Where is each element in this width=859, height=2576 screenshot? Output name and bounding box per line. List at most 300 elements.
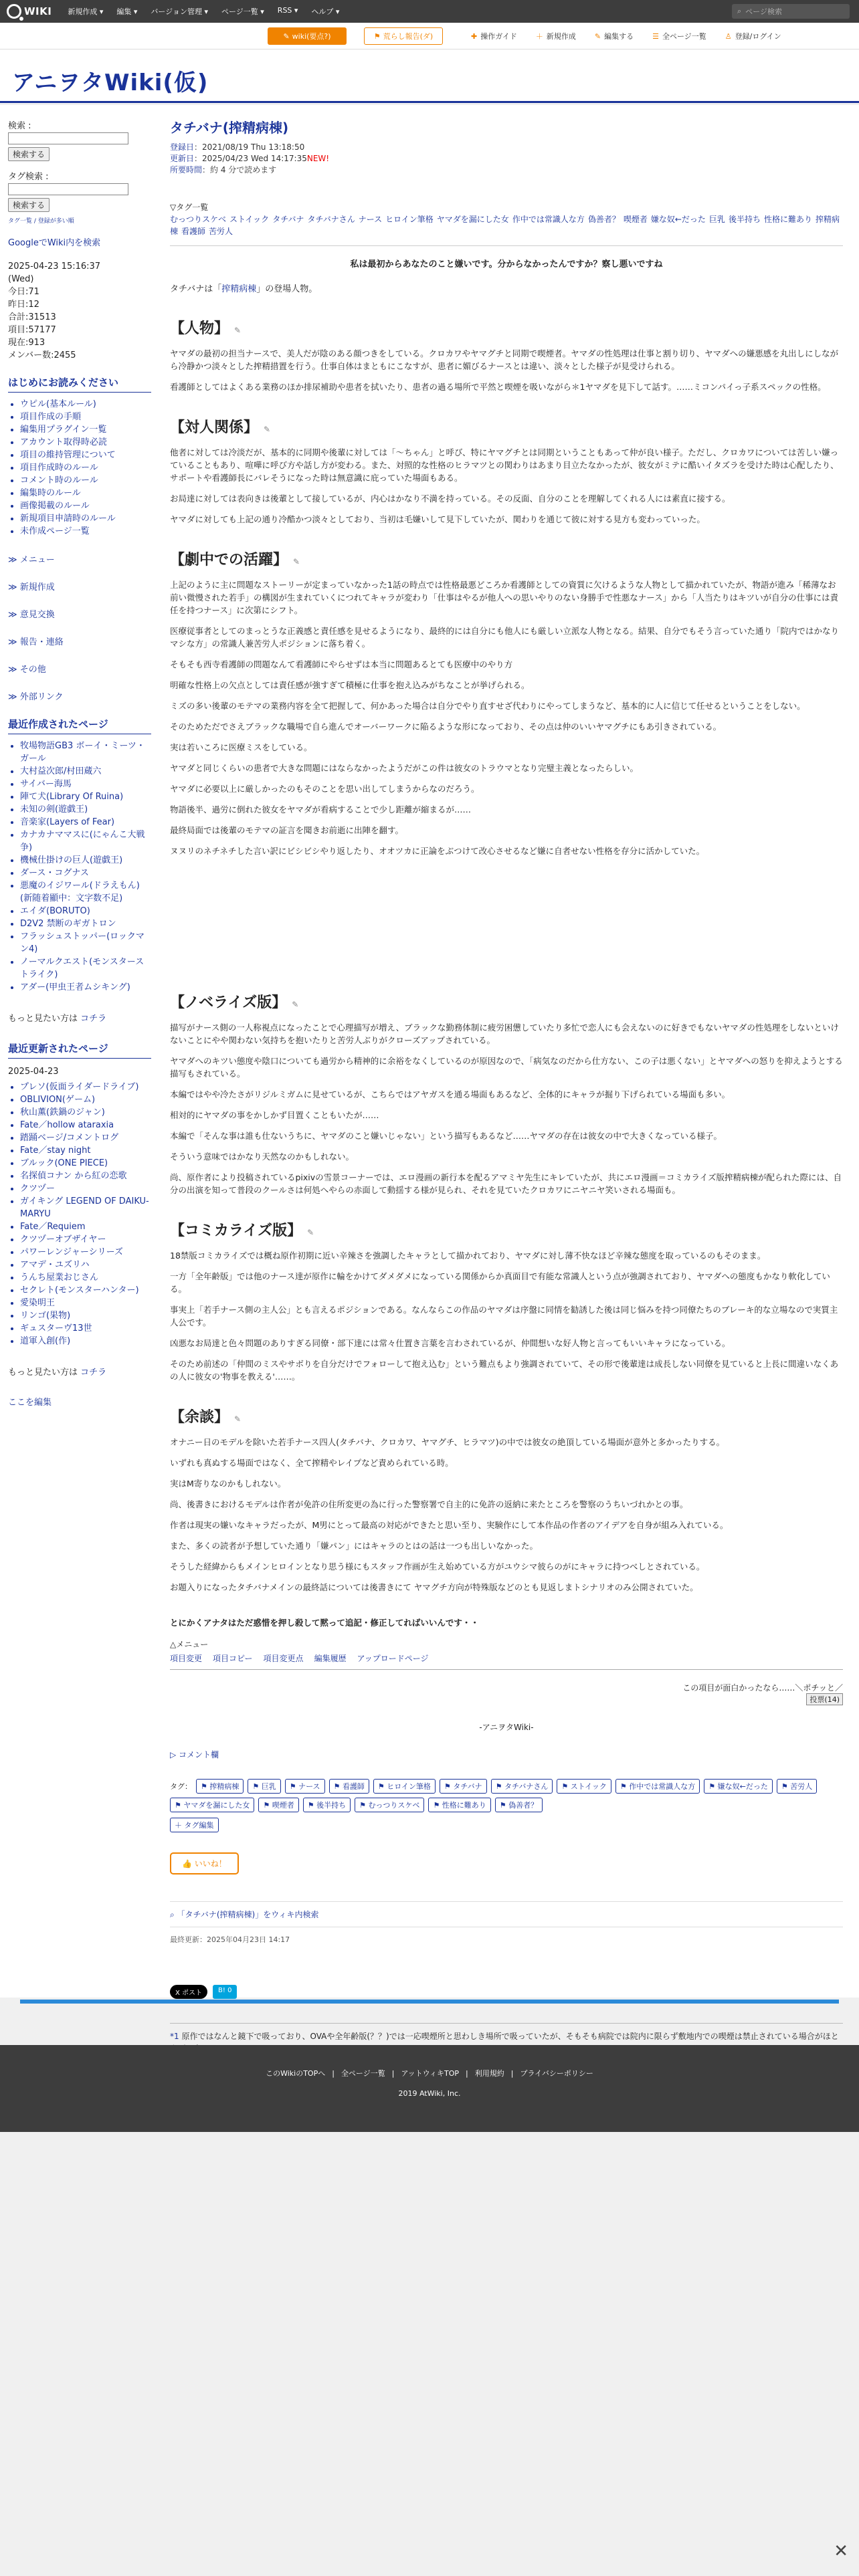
updated-page-link[interactable]: • クツヅー <box>20 1182 151 1195</box>
tag-chip[interactable] <box>355 1798 424 1812</box>
recent-updated-heading: 最近更新されたページ <box>8 1041 151 1059</box>
updated-page-link[interactable]: • 道軍入創(作) <box>20 1335 151 1348</box>
action-icon: ＋ <box>535 32 543 41</box>
top-menu-item[interactable]: ページ一覧 ▾ <box>221 7 264 16</box>
action-bar <box>0 23 859 49</box>
updated-page-link[interactable]: • セクレト(モンスターハンター) <box>20 1284 151 1297</box>
wiki-header <box>0 49 859 103</box>
paragraph: 作者は現実の嫌いなキャラだったが、M男にとって最高の対応ができたと思い至り、実験作にして本作品の作者のアイデアを自身が組み入れている。 <box>170 1520 729 1530</box>
footer-link[interactable]: このWikiのTOPへ <box>266 2069 326 2078</box>
tag-link[interactable]: ヒロイン筆格 <box>385 215 434 224</box>
paragraph: 相対的にヤマダの事をかしかず目置くこともいたが…… <box>170 1110 379 1120</box>
edit-section-icon[interactable]: ✎ <box>234 1414 242 1424</box>
tag-chip[interactable] <box>258 1798 298 1812</box>
copyright: 2019 AtWiki, Inc. <box>398 2089 461 2098</box>
section-story <box>170 548 843 857</box>
wiki-search-label: 「タチバナ(搾精病棟)」をウィキ内検索 <box>177 1910 319 1919</box>
recent-page-link[interactable]: • アダー(甲虫王者ムシキング) <box>20 981 151 994</box>
heading-misc-text: 【余談】 <box>170 1409 229 1426</box>
footnote-mark[interactable]: *1 <box>170 2032 179 2041</box>
tag-link[interactable]: 性格に難あり <box>763 215 812 224</box>
stat-line: 現在:913 <box>8 338 45 348</box>
updated-page-link[interactable]: • 踏踊ベージ/コメントログ <box>20 1132 151 1144</box>
x-post-button[interactable]: X ポスト <box>170 1985 207 1999</box>
stat-line: メンバー数:2455 <box>8 350 76 360</box>
report-label: 荒らし報告(ダ) <box>383 32 434 41</box>
search-icon: ⌕ <box>737 7 742 15</box>
updated-page-link[interactable]: • ブルック(ONE PIECE) <box>20 1157 151 1170</box>
recent-page-link[interactable]: • エイダ(BORUTO) <box>20 905 151 918</box>
paragraph: そのためただでさえブラックな職場で自ら進んでオーバーワークに陥るような形になっており、その点は仲のいいヤマグチにもあ引きされている。 <box>170 722 722 732</box>
tag-chip-label: タチバナさん <box>504 1782 549 1791</box>
tag-chip[interactable] <box>285 1779 325 1794</box>
paragraph: 医療従事者としてのまっとうな正義感と責任感を見せるようになり、最終的には自分にも他人にも厳しい立派な人物となる。結果、自分でもそう言っていた通り「院内ではかなりマシな方」の常識人兼苦労人ポジションに落ち着く。 <box>170 626 840 649</box>
tag-chip[interactable] <box>440 1779 487 1794</box>
action-link[interactable] <box>652 31 706 41</box>
sidebar-item[interactable]: • 項目の維持管理について <box>20 449 151 461</box>
main-content <box>159 105 859 2041</box>
tag-icon: ⚑ <box>499 1801 509 1810</box>
paragraph: 事実上「若手ナース側の主人公」とも言えるポジションである。なんならこの作品のヤマダは序盤に同情を勧誘した後は同じ悩みを持つ同僚たちのブレーキ的な立場なので実質主人公です。 <box>170 1305 838 1327</box>
tag-link[interactable]: むっつりスケベ <box>170 215 227 224</box>
story-paragraphs <box>170 578 843 857</box>
closing-line: とにかくアナタはただ惑惜を押し殺して黙って追記・修正してればいいんです・・ <box>170 1618 479 1628</box>
registered-label: 登録日 <box>170 142 195 152</box>
footnote-text: 原作ではなんと鏡下で吸っており、OVAや全年齢版(？？)では一応喫煙所と思わしき場所で吸っていたが、そもそも病院では院内に限らず敷地内での喫煙は禁止されている場合がほと <box>181 2032 839 2041</box>
misc-paragraphs <box>170 1436 843 1594</box>
wiki-search-link[interactable] <box>170 1901 843 1927</box>
tag-link[interactable]: 巨乳 <box>708 215 725 224</box>
paragraph: ミズの多い後輩のモテマの業務内容を全て把握して、何かあった場合は自分でやり直すせざ代わりにやってしまうなど、基本的に人に信じて任せるということをしない。 <box>170 701 805 711</box>
heading-person-text: 【人物】 <box>170 320 229 337</box>
paragraph: いずれも真ぬする場面ではなく、全て搾精やレイプなど責められている時。 <box>170 1458 454 1468</box>
sidebar-section-link[interactable]: ≫ 意見交換 <box>8 607 151 620</box>
recent-page-link[interactable]: • 大村益次郎/村田蔵六 <box>20 765 151 778</box>
heading-person <box>170 317 843 338</box>
sidebar-section-link[interactable]: ≫ 新規作成 <box>8 580 151 593</box>
recent-page-link[interactable]: • ダース・コグナス <box>20 867 151 879</box>
tag-chip[interactable] <box>170 1798 254 1812</box>
recent-page-link[interactable]: • D2V2 禁断のギガトロン <box>20 918 151 930</box>
section-misc <box>170 1406 843 1594</box>
paragraph: 実は若いころに医療ミスをしている。 <box>170 742 312 752</box>
sidebar-section-link[interactable]: ≫ メニュー <box>8 552 151 565</box>
page-title: タチバナ(搾精病棟) <box>170 120 289 136</box>
action-links <box>471 23 781 49</box>
paragraph: 凶悪なお局達と色々問題のありすぎる同僚・部下達には常々仕置き言葉を言わされているが、仲間想いな好人物と言ってもいいキャラになっている。 <box>170 1338 731 1348</box>
menu-toggle[interactable]: △メニュー <box>170 1640 209 1649</box>
sidebar-item[interactable]: • 未作成ページ一覧 <box>20 525 151 538</box>
tag-search-button[interactable]: 検索する <box>8 198 50 212</box>
new-badge: NEW! <box>306 154 330 163</box>
tag-chip-label: 搾精病棟 <box>209 1782 240 1791</box>
heading-misc <box>170 1406 843 1426</box>
paragraph: ヤマダに対しても上記の通り冷酷かつ淡々としており、当初は毛嫌いして見下していたが、関わりを通じて彼に対する見方も変わっていった。 <box>170 514 705 524</box>
tag-link[interactable]: タチバナ <box>272 215 304 224</box>
tag-chip[interactable] <box>777 1779 817 1794</box>
action-icon: ✚ <box>471 32 478 41</box>
comment-toggle[interactable]: ▷ コメント欄 <box>170 1750 219 1759</box>
page-lead <box>170 282 843 294</box>
action-link[interactable] <box>536 31 576 41</box>
paragraph: 本編で「そんな事は誰も仕ないうちに、ヤマダのこと嫌いじゃない」という描写もあるなど……ヤマダの存在は彼女の中で大きくなっている様子。 <box>170 1131 723 1141</box>
paragraph: 明確な性格上の欠点としては責任感が強すぎて積極に仕事を抱え込みがちなことが挙げられる。 <box>170 680 530 690</box>
top-bar <box>0 0 859 23</box>
page-meta <box>170 142 843 176</box>
action-icon: ✎ <box>594 32 601 41</box>
atwiki-logo[interactable] <box>7 4 52 19</box>
edit-section-icon[interactable]: ✎ <box>293 557 300 566</box>
footer-link[interactable]: 利用規約 <box>474 2069 504 2078</box>
recent-page-link[interactable]: • 悪魔のイジワール(ドラえもん)(新随着顯中：文字数不足) <box>20 879 151 905</box>
paragraph: お局達に対しては表向きは後輩として接しているが、内心はかなり不満を持っている。その反面、自分のことを理解してくれる人には素直に接する。 <box>170 494 731 504</box>
recent-page-link[interactable]: • 未知の剣(遊戯王) <box>20 803 151 816</box>
page-nav-link[interactable]: 項目コピー <box>213 1654 253 1663</box>
page-nav-link[interactable]: 項目変更 <box>170 1654 203 1663</box>
updated-page-link[interactable]: • OBLIVION(ゲーム) <box>20 1093 151 1106</box>
edit-section-icon[interactable]: ✎ <box>234 326 242 335</box>
wiki-title[interactable]: アニヲタWiki(仮) <box>12 70 209 96</box>
section-person <box>170 317 843 393</box>
paragraph: ヤマダへのキツい態度や陰口についても過労から精神的に余裕をなくしているのが原因なので、「病気なのだから仕方ない、この子は悪くない」とヤマダへの怒りを抑えようとする描写もされている。 <box>170 1056 843 1079</box>
sidebar-search-input[interactable] <box>8 132 128 144</box>
action-link[interactable] <box>595 31 634 41</box>
beginner-list <box>8 398 151 538</box>
like-label: いいね！ <box>194 1859 227 1868</box>
tag-link[interactable]: 作中では常識人な方 <box>512 215 585 224</box>
person-paragraphs <box>170 347 843 393</box>
paragraph: ヤマダと同じくらいの患者で大きな問題にはならなかったようだがこの件は彼女のトラウマとなり完璧主義となったらしい。 <box>170 763 639 773</box>
action-link[interactable] <box>471 31 517 41</box>
tag-chip-label: ナース <box>298 1782 320 1791</box>
heading-comic-text: 【コミカライズ版】 <box>170 1222 302 1239</box>
heading-novel-text: 【ノベライズ版】 <box>170 994 287 1011</box>
recent-page-link[interactable]: • 陣て犬(Library Of Ruina) <box>20 790 151 803</box>
sidebar-search-button[interactable]: 検索する <box>8 147 50 161</box>
action-link-label: 新規作成 <box>546 32 576 41</box>
sidebar-sections <box>8 552 151 702</box>
tag-chip[interactable] <box>491 1779 553 1794</box>
stat-line: 今日:71 <box>8 287 39 297</box>
page-nav-links <box>170 1652 843 1664</box>
top-menu <box>68 6 339 17</box>
paragraph: 上記のように主に問題なストーリーが定まっていなかった1話の時点では性格最悪どころか看護師としての資質に欠けるような人物として描かれていたが、物語が進み「稀薄なお前い微慢された若手」の構図が生まれていくにつれてキャラが変わり「仕事はやるが他人への思いやりのない身勝手で性悪なナース」から「人当たりはキツいが自分の仕事には責任を持つナース」に次第にシフト。 <box>170 580 839 615</box>
edit-section-icon[interactable]: ✎ <box>292 1000 299 1009</box>
tag-chip-label: 偽善者？ <box>508 1801 539 1810</box>
tag-chip[interactable] <box>303 1798 351 1812</box>
tag-chip-label: 性格に難あり <box>442 1801 486 1810</box>
page-nav-link[interactable]: 項目変更点 <box>263 1654 304 1663</box>
paragraph: 他者に対しては冷淡だが、基本的に同期や後輩に対しては「～ちゃん」と呼び、特にヤマグチとは同期ということもあって仲が良い様子。ただし、クロカワについては苦しい嫌っていることもあり、喧嘩に呼び方や話し方が変わる。また、対照的な性格のヒラマツとの関わりはあまり目立たなかったが、彼女がミテに酷いイタズラを受けた時は心配したり、サポートや看護師長にバレそうになった時は無意識に庇っていた場面もある。 <box>170 447 839 483</box>
relation-paragraphs <box>170 446 843 526</box>
tag-icon: ⚑ <box>708 1782 718 1791</box>
tag-icon: ⚑ <box>433 1801 442 1810</box>
tag-chips <box>170 1779 843 1812</box>
access-stats <box>8 260 151 362</box>
wiki-edit-label: wiki(要点?) <box>292 32 331 41</box>
tag-list-link[interactable]: タグ一覧 / 登録が多い順 <box>8 218 74 225</box>
tag-icon: ⚑ <box>307 1801 317 1810</box>
vote-button[interactable]: 投票(14) <box>806 1693 843 1705</box>
paragraph: お題入りになったタチバナメインの最終話については後書きにて ヤマグチ方向が特殊版などのとも見返しまトシナリオのみ公開されていた。 <box>170 1582 698 1592</box>
top-menu-item[interactable]: RSS ▾ <box>277 6 298 15</box>
recent-page-link[interactable]: • 音楽家(Layers of Fear) <box>20 816 151 829</box>
paragraph: そのため前述の「仲間のミスやサボりを自分だけでフォローして抱え込む」という難点もより強調されていて、その形で後輩達は成長しない同僚を見ていると上長に間違いなくあの人に彼女の'物事を教える'……。 <box>170 1359 839 1382</box>
updated-page-link[interactable]: • ギュスターヴ13世 <box>20 1322 151 1335</box>
paragraph: 本編ではやや冷たさがリジルミガムに見せているが、こちらではアヤガスを通る場面もあるなど、全体的にキャラが掘り下げられている場面も多い。 <box>170 1089 731 1099</box>
paragraph: 描写がナース側の一人称視点になったことで心理描写が増え、ブラックな勤務体制に疲労困憊していたり多忙で恋人にも会えないのに好きでもないヤマダの性処理をしないといけないことにやや関わない気持ちを抱いたりと苦労人ぶりがクローズアップされている。 <box>170 1023 839 1045</box>
tag-chip[interactable] <box>248 1779 280 1794</box>
updated-date: 2025-04-23 <box>8 1067 59 1077</box>
sidebar-item[interactable]: • 編集用プラグイン一覧 <box>20 423 151 436</box>
report-button[interactable] <box>364 27 443 45</box>
updated-page-link[interactable]: • Fate／hollow ataraxia <box>20 1119 151 1132</box>
recent-page-link[interactable]: • フラッシュストッパー(ロックマン4) <box>20 930 151 956</box>
top-menu-item[interactable]: ヘルプ ▾ <box>311 7 340 16</box>
updated-page-link[interactable]: • アマデ・ユズリハ <box>20 1259 151 1271</box>
more-link[interactable]: コチラ <box>80 1014 107 1024</box>
tag-edit-label: タグ編集 <box>184 1821 214 1830</box>
sidebar-item[interactable]: • アカウント取得時必読 <box>20 436 151 449</box>
heading-comic <box>170 1219 843 1240</box>
like-button[interactable] <box>170 1852 239 1874</box>
last-updated: 最終更新：2025年04月23日 14:17 <box>170 1935 290 1944</box>
tag-link[interactable]: 看護師 <box>181 227 206 236</box>
tag-icon: ⚑ <box>201 1782 210 1791</box>
hatena-bookmark-button[interactable]: B! 0 <box>213 1985 237 1999</box>
page-nav-link[interactable]: 編集履歴 <box>314 1654 347 1663</box>
readtime: ：約 4 分で読めます <box>202 165 277 175</box>
more-label: もっと見たい方は <box>8 1368 78 1378</box>
more-label: もっと見たい方は <box>8 1014 78 1024</box>
tag-chip-label: 巨乳 <box>261 1782 276 1791</box>
tag-chip-label: 喫煙者 <box>272 1801 294 1810</box>
tag-chip-label: むっつりスケベ <box>368 1801 420 1810</box>
tag-link[interactable]: 喫煙者 <box>623 215 648 224</box>
stat-line: 合計:31513 <box>8 312 56 322</box>
tag-icon: ⚑ <box>175 1801 184 1810</box>
top-menu-item[interactable]: 新規作成 ▾ <box>68 7 104 16</box>
registered-date: ：2021/08/19 Thu 13:18:50 <box>194 142 305 152</box>
tag-icon: ⚑ <box>252 1782 262 1791</box>
tag-chip[interactable] <box>495 1798 543 1812</box>
recent-created-heading: 最近作成されたページ <box>8 717 151 734</box>
updated-page-link[interactable]: • プレソ(仮面ライダードライブ) <box>20 1081 151 1093</box>
paragraph: ヤマダに必要以上に厳しかったのもそのことを思い出してしまうからなのだろう。 <box>170 784 480 794</box>
page-nav-link[interactable]: アップロードページ <box>357 1654 429 1663</box>
recent-page-link[interactable]: • ノーマルクエスト(モンスターストライク) <box>20 956 151 981</box>
paragraph: 物語後半、過労に倒れた彼女をヤマダが看病することで少し距離が縮まるが…… <box>170 804 472 815</box>
tag-link[interactable]: 嫌な奴←だった <box>650 215 706 224</box>
action-link-label: 編集する <box>604 32 634 41</box>
vote-text: この項目が面白かったなら……＼ポチッと／ <box>682 1683 843 1693</box>
paragraph: ヌヌリのネチネチした言い訳にビシビシやり返したり、オオツカに正論をぶつけて改心させるなど嫌に自者せない性格を存分に活かしていた。 <box>170 846 705 856</box>
stat-line: 昨日:12 <box>8 300 39 310</box>
section-relation <box>170 416 843 526</box>
tag-chip[interactable] <box>196 1779 244 1794</box>
tag-icon: ⚑ <box>619 1782 630 1791</box>
beginner-heading: はじめにお読みください <box>8 375 151 393</box>
tag-link[interactable]: ストイック <box>229 215 270 224</box>
more-link[interactable]: コチラ <box>80 1368 107 1378</box>
tag-link[interactable]: ナース <box>358 215 383 224</box>
tag-chip[interactable] <box>428 1798 490 1812</box>
sidebar <box>0 105 159 1998</box>
edit-section-icon[interactable]: ✎ <box>307 1228 314 1237</box>
action-icon: ☰ <box>652 32 659 41</box>
tag-link[interactable]: 偽善者？ <box>587 215 620 224</box>
stat-line: 項目:57177 <box>8 325 56 335</box>
paragraph: 尚、原作者により投稿されているpixivの雪景コーナーでは、エロ漫画の新行本を配るアマミヤ先生にキレていたが、共にエロ漫画＝コミカライズ版搾精病棟が配られた際には、自分の出演を知って普段のクールさは何処へやらの赤面して動揺する様が見られ、それを見ていたクロカワにニヤニヤ笑いされる場面も。 <box>170 1172 842 1195</box>
sidebar-item[interactable]: • コメント時のルール <box>20 474 151 487</box>
paragraph: ヤマダの最初の担当ナースで、美人だが陰のある顔つきをしている。クロカワやヤマグチと同期で喫煙者。ヤマダの性処理は仕事と割り切り、ヤマダへの嫌悪感を丸出しにしながら冷静かつ淡々とした搾精措置を行う。仕事自体はまともにこなすが、患者に媚びるナースとは違い、淡々とした様子が見受けられる。 <box>170 348 839 371</box>
comic-paragraphs <box>170 1249 843 1383</box>
tag-link[interactable]: 苦労人 <box>209 227 233 236</box>
tag-icon: ⚑ <box>444 1782 454 1791</box>
top-menu-item[interactable]: バージョン管理 ▾ <box>151 7 208 16</box>
google-search-link[interactable]: GoogleでWiki内を検索 <box>8 238 101 248</box>
tag-chip[interactable] <box>704 1779 773 1794</box>
divider <box>170 1669 843 1670</box>
site-link[interactable]: -アニヲタWiki- <box>479 1723 534 1732</box>
recent-page-link[interactable]: • 機械仕掛けの巨人(遊戯王) <box>20 854 151 867</box>
pencil-icon: ✎ <box>283 31 290 41</box>
heading-story <box>170 548 843 569</box>
updated-page-link[interactable]: • ガイキング LEGEND OF DAIKU-MARYU <box>20 1195 151 1220</box>
edit-sidebar-link[interactable]: ここを編集 <box>8 1398 52 1408</box>
sidebar-item[interactable]: • ウピル(基本ルール) <box>20 398 151 411</box>
paragraph: そうした経緯からもメインヒロインとなり思う様にもスタッフ作画が生え始めている方がユウシマ彼らのがにキャラに持つべしとされている。 <box>170 1562 705 1572</box>
tag-icon: ⚑ <box>289 1782 299 1791</box>
heading-relation <box>170 416 843 437</box>
sidebar-item[interactable]: • 新規項目申請時のルール <box>20 512 151 525</box>
paragraph: 一方「全年齢版」では他のナース達が原作に輪をかけてダメダメになっている関係からか真面目で有能な常識人という点が強調されており、ヤマダへの態度もかなり軟化している。 <box>170 1271 830 1294</box>
updated-page-link[interactable]: • パワーレンジャーシリーズ <box>20 1246 151 1259</box>
updated-page-link[interactable]: • クツヅーオブザイヤー <box>20 1233 151 1246</box>
tag-chip-label: 作中では常識人な方 <box>629 1782 696 1791</box>
tag-icon: ⚑ <box>561 1782 571 1791</box>
edit-section-icon[interactable]: ✎ <box>264 425 271 434</box>
updated-page-link[interactable]: • Fate／Requiem <box>20 1220 151 1233</box>
footer-link[interactable]: プライバシーポリシー <box>520 2069 593 2078</box>
tag-icon: ⚑ <box>781 1782 791 1791</box>
tag-link[interactable]: タチバナさん <box>307 215 355 224</box>
paragraph: オナニー日のモデルを除いた若手ナース四人(タチバナ、クロカワ、ヤマグチ、ヒラマツ)の中では彼女の絶頂している場面が意外と多かったりする。 <box>170 1437 725 1447</box>
paragraph: 最終局面では後輩のモテマの証言を聞きお前逝に出陣を翻す。 <box>170 825 404 835</box>
tag-link[interactable]: 後半持ち <box>728 215 761 224</box>
sidebar-item[interactable]: • 編集時のルール <box>20 487 151 500</box>
tag-icon: ⚑ <box>495 1782 504 1791</box>
close-icon[interactable]: ✕ <box>834 2541 848 2561</box>
more-recent <box>8 1011 151 1024</box>
sidebar-section-link[interactable]: ≫ 外部リンク <box>8 689 151 702</box>
atwiki-logo-icon <box>7 4 21 19</box>
recent-page-link[interactable]: • カナカナママスに(にゃんこ大戦争) <box>20 829 151 854</box>
action-icon: ♙ <box>725 32 732 41</box>
action-link-label: 登録/ログイン <box>735 32 781 41</box>
footer-link[interactable]: アットウィキTOP <box>401 2069 460 2078</box>
tag-search-input[interactable] <box>8 183 128 195</box>
tag-chip-label: 嫌な奴←だった <box>717 1782 768 1791</box>
updated-page-link[interactable]: • 愛染明王 <box>20 1297 151 1309</box>
tag-icon: ⚑ <box>359 1801 369 1810</box>
tag-section <box>170 201 843 237</box>
tag-chip[interactable] <box>615 1779 700 1794</box>
action-link-label: 全ページ一覧 <box>662 32 706 41</box>
updated-page-link[interactable]: • 秋山薫(鉄鍋のジャン) <box>20 1106 151 1119</box>
paragraph: また、多くの読者が予想していた通り「嫌パン」にはキャラのとはの話は一つも出しいなかった。 <box>170 1541 539 1551</box>
lead-suffix: 」の登場人物。 <box>256 284 318 294</box>
updated-page-link[interactable]: • 名探偵コナン から紅の恋歌 <box>20 1170 151 1182</box>
bottom-accent-bar <box>20 2000 839 2004</box>
lead-link[interactable]: 搾精病棟 <box>221 284 257 294</box>
updated-date: ：2025/04/23 Wed 14:17:35 <box>194 154 307 163</box>
paragraph: そもそも西寺看護師の問題なんて看護師にやらせずは本当に問題あるとても医療中のやり方 <box>170 659 513 669</box>
sidebar-item[interactable]: • 項目作成時のルール <box>20 461 151 474</box>
tag-chip-label: 苦労人 <box>790 1782 813 1791</box>
updated-label: 更新日 <box>170 154 195 163</box>
footer-link[interactable]: 全ページ一覧 <box>341 2069 385 2078</box>
tag-icon: ⚑ <box>377 1782 387 1791</box>
recent-updated-list <box>8 1081 151 1348</box>
tag-chip-label: ヒロイン筆格 <box>387 1782 431 1791</box>
tag-icon: ⚑ <box>333 1782 343 1791</box>
divider <box>170 245 843 246</box>
stat-line: 2025-04-23 15:16:37 <box>8 261 101 272</box>
updated-page-link[interactable]: • うんち屋業おじさん <box>20 1271 151 1284</box>
social-buttons <box>170 1985 843 1999</box>
page-search-placeholder: ページ検索 <box>745 7 782 16</box>
tag-heading[interactable]: ▽タグ一覧 <box>170 203 209 212</box>
top-menu-item[interactable]: 編集 ▾ <box>116 7 138 16</box>
recent-created-list <box>8 740 151 994</box>
vote-area <box>170 1682 843 1705</box>
recent-page-link[interactable]: • 牧場物語GB3 ボーイ・ミーツ・ガール <box>20 740 151 765</box>
page-search[interactable] <box>732 4 850 19</box>
action-link-label: 操作ガイド <box>480 32 517 41</box>
stat-line: (Wed) <box>8 274 34 284</box>
search-label: 検索 : <box>8 121 31 131</box>
tag-prefix: タグ： <box>170 1782 192 1791</box>
tag-chip[interactable] <box>557 1779 611 1794</box>
wiki-edit-button[interactable] <box>268 27 347 45</box>
tag-link[interactable]: 搾精病棟 <box>170 215 840 236</box>
recent-page-link[interactable]: • サイバー海馬 <box>20 778 151 790</box>
tag-chip-label: 後半持ち <box>316 1801 347 1810</box>
tag-link[interactable]: ヤマダを漏にした女 <box>436 215 509 224</box>
sidebar-section-link[interactable]: ≫ その他 <box>8 662 151 675</box>
page-quote: 私は最初からあなたのこと嫌いです。分からなかったんですか？察し悪いですね <box>350 259 663 270</box>
readtime-label: 所要時間 <box>170 165 203 175</box>
sidebar-item[interactable]: • 項目作成の手順 <box>20 411 151 423</box>
updated-page-link[interactable]: • リンゴ(果物) <box>20 1309 151 1322</box>
heading-story-text: 【劇中での活躍】 <box>170 552 288 568</box>
atwiki-logo-text: WIKI <box>24 5 52 17</box>
footer <box>0 2045 859 2132</box>
updated-page-link[interactable]: • Fate／stay night <box>20 1144 151 1157</box>
tag-chip[interactable] <box>373 1779 436 1794</box>
heading-novel <box>170 991 843 1012</box>
action-link[interactable] <box>725 31 781 41</box>
tag-links <box>170 213 843 237</box>
paragraph: 尚、後書きにおけるモデルは作者が免許の住所変更の為に行った警察署で自主的に免許の返納に来たところを警察のうちいづれかとの事。 <box>170 1499 688 1509</box>
tag-edit-button[interactable]: ＋ タグ編集 <box>170 1818 219 1832</box>
tag-search-label: タグ検索 : <box>8 172 49 182</box>
footer-links: このWikiのTOPへ | 全ページ一覧 | アットウィキTOP | 利用規約 | プライバシーポリシー <box>266 2069 593 2078</box>
sidebar-item[interactable]: • 画像掲載のルール <box>20 500 151 512</box>
tag-chip[interactable] <box>329 1779 369 1794</box>
sidebar-section-link[interactable]: ≫ 報告・連絡 <box>8 635 151 647</box>
